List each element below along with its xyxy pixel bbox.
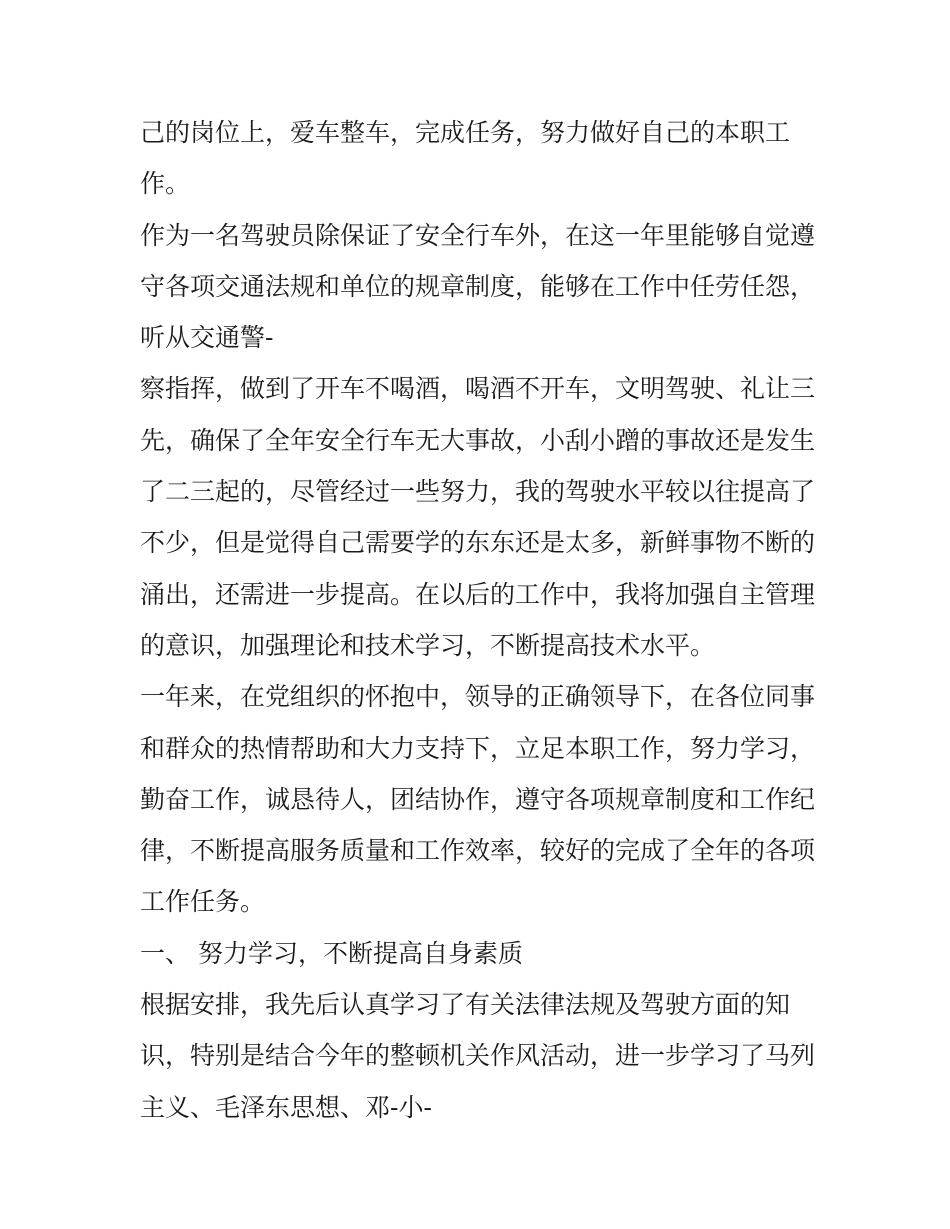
text-line: 作为一名驾驶员除保证了安全行车外，在这一年里能够自觉遵 (140, 220, 816, 250)
text-line: 识，特别是结合今年的整顿机关作风活动，进一步学习了马列 (140, 1041, 816, 1071)
text-line: 察指挥，做到了开车不喝酒，喝酒不开车，文明驾驶、礼让三 (140, 374, 816, 404)
text-line: 的意识，加强理论和技术学习，不断提高技术水平。 (140, 630, 716, 660)
text-line: 听从交通警- (140, 323, 274, 353)
text-line: 不少，但是觉得自己需要学的东东还是太多，新鲜事物不断的 (140, 528, 816, 558)
text-line: 根据安排，我先后认真学习了有关法律法规及驾驶方面的知 (140, 990, 791, 1020)
text-line: 了二三起的，尽管经过一些努力，我的驾驶水平较以往提高了 (140, 477, 816, 507)
text-line: 己的岗位上，爱车整车，完成任务，努力做好自己的本职工 (140, 118, 791, 147)
text-line: 和群众的热情帮助和大力支持下，立足本职工作，努力学习， (140, 733, 816, 763)
text-line: 作。 (140, 169, 191, 199)
text-line: 先，确保了全年安全行车无大事故，小刮小蹭的事故还是发生 (140, 425, 816, 455)
document-text (140, 107, 820, 1133)
text-line: 主义、毛泽东思想、邓-小- (140, 1092, 432, 1122)
text-line: 工作任务。 (140, 887, 266, 917)
section-heading: 一、 努力学习，不断提高自身素质 (140, 938, 523, 968)
text-line: 守各项交通法规和单位的规章制度，能够在工作中任劳任怨， (140, 271, 816, 301)
text-line: 勤奋工作，诚恳待人，团结协作，遵守各项规章制度和工作纪 (140, 784, 816, 814)
text-line: 一年来，在党组织的怀抱中，领导的正确领导下，在各位同事 (140, 682, 816, 712)
text-line: 涌出，还需进一步提高。在以后的工作中，我将加强自主管理 (140, 579, 816, 609)
text-line: 律，不断提高服务质量和工作效率，较好的完成了全年的各项 (140, 836, 816, 866)
